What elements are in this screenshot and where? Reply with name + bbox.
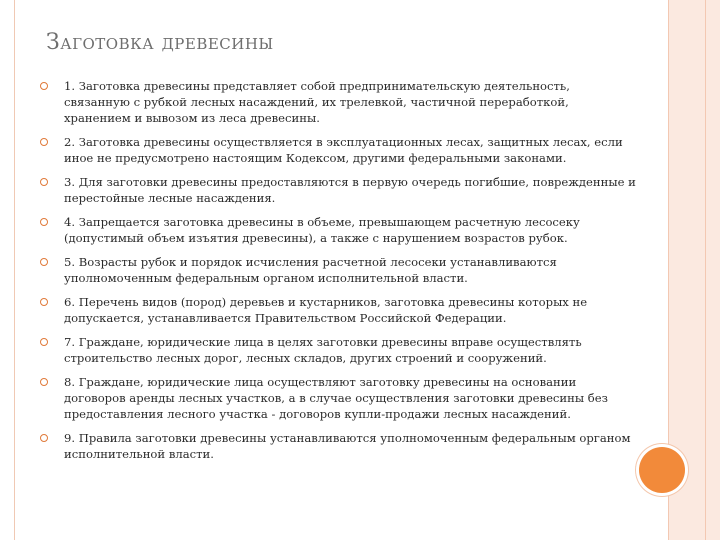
list-item-text: 1. Заготовка древесины представляет собой предпринимательскую деятельность, связанную с рубкой лесных насаждений, их трелевкой, частичной переработкой, хранением и вывозом из леса древесины. [64, 79, 570, 125]
slide-title: Заготовка древесины [46, 30, 274, 55]
list-item [46, 294, 636, 326]
bullet-list [46, 78, 636, 470]
bullet-icon [40, 218, 48, 226]
right-inner-line [705, 0, 706, 540]
list-item [46, 134, 636, 166]
list-item-text: 9. Правила заготовки древесины устанавливаются уполномоченным федеральным органом исполнительной власти. [64, 431, 631, 461]
list-item [46, 374, 636, 422]
list-item-text: 6. Перечень видов (пород) деревьев и кустарников, заготовка древесины которых не допускается, устанавливается Правительством Российской Федерации. [64, 295, 588, 325]
list-item [46, 334, 636, 366]
bullet-icon [40, 434, 48, 442]
list-item-text: 7. Граждане, юридические лица в целях заготовки древесины вправе осуществлять строительство лесных дорог, лесных складов, других строений и сооружений. [64, 335, 582, 365]
list-item [46, 254, 636, 286]
bullet-icon [40, 258, 48, 266]
orange-circle-decoration [639, 447, 685, 493]
bullet-icon [40, 138, 48, 146]
bullet-icon [40, 378, 48, 386]
list-item [46, 214, 636, 246]
list-item-text: 4. Запрещается заготовка древесины в объеме, превышающем расчетную лесосеку (допустимый объем изъятия древесины), а также с нарушением возрастов рубок. [64, 215, 580, 245]
list-item-text: 2. Заготовка древесины осуществляется в эксплуатационных лесах, защитных лесах, если иное не предусмотрено настоящим Кодексом, другими федеральными законами. [64, 135, 623, 165]
list-item [46, 430, 636, 462]
list-item-text: 3. Для заготовки древесины предоставляются в первую очередь погибшие, поврежденные и перестойные лесные насаждения. [64, 175, 636, 205]
list-item-text: 8. Граждане, юридические лица осуществляют заготовку древесины на основании договоров аренды лесных участков, а в случае осуществления заготовки древесины без предоставления лесного участка - договоров купли-продажи лесных насаждений. [64, 375, 608, 421]
list-item [46, 78, 636, 126]
list-item-text: 5. Возрасты рубок и порядок исчисления расчетной лесосеки устанавливаются уполномоченным федеральным органом исполнительной власти. [64, 255, 557, 285]
left-border-line [14, 0, 15, 540]
bullet-icon [40, 338, 48, 346]
bullet-icon [40, 298, 48, 306]
list-item [46, 174, 636, 206]
bullet-icon [40, 178, 48, 186]
bullet-icon [40, 82, 48, 90]
